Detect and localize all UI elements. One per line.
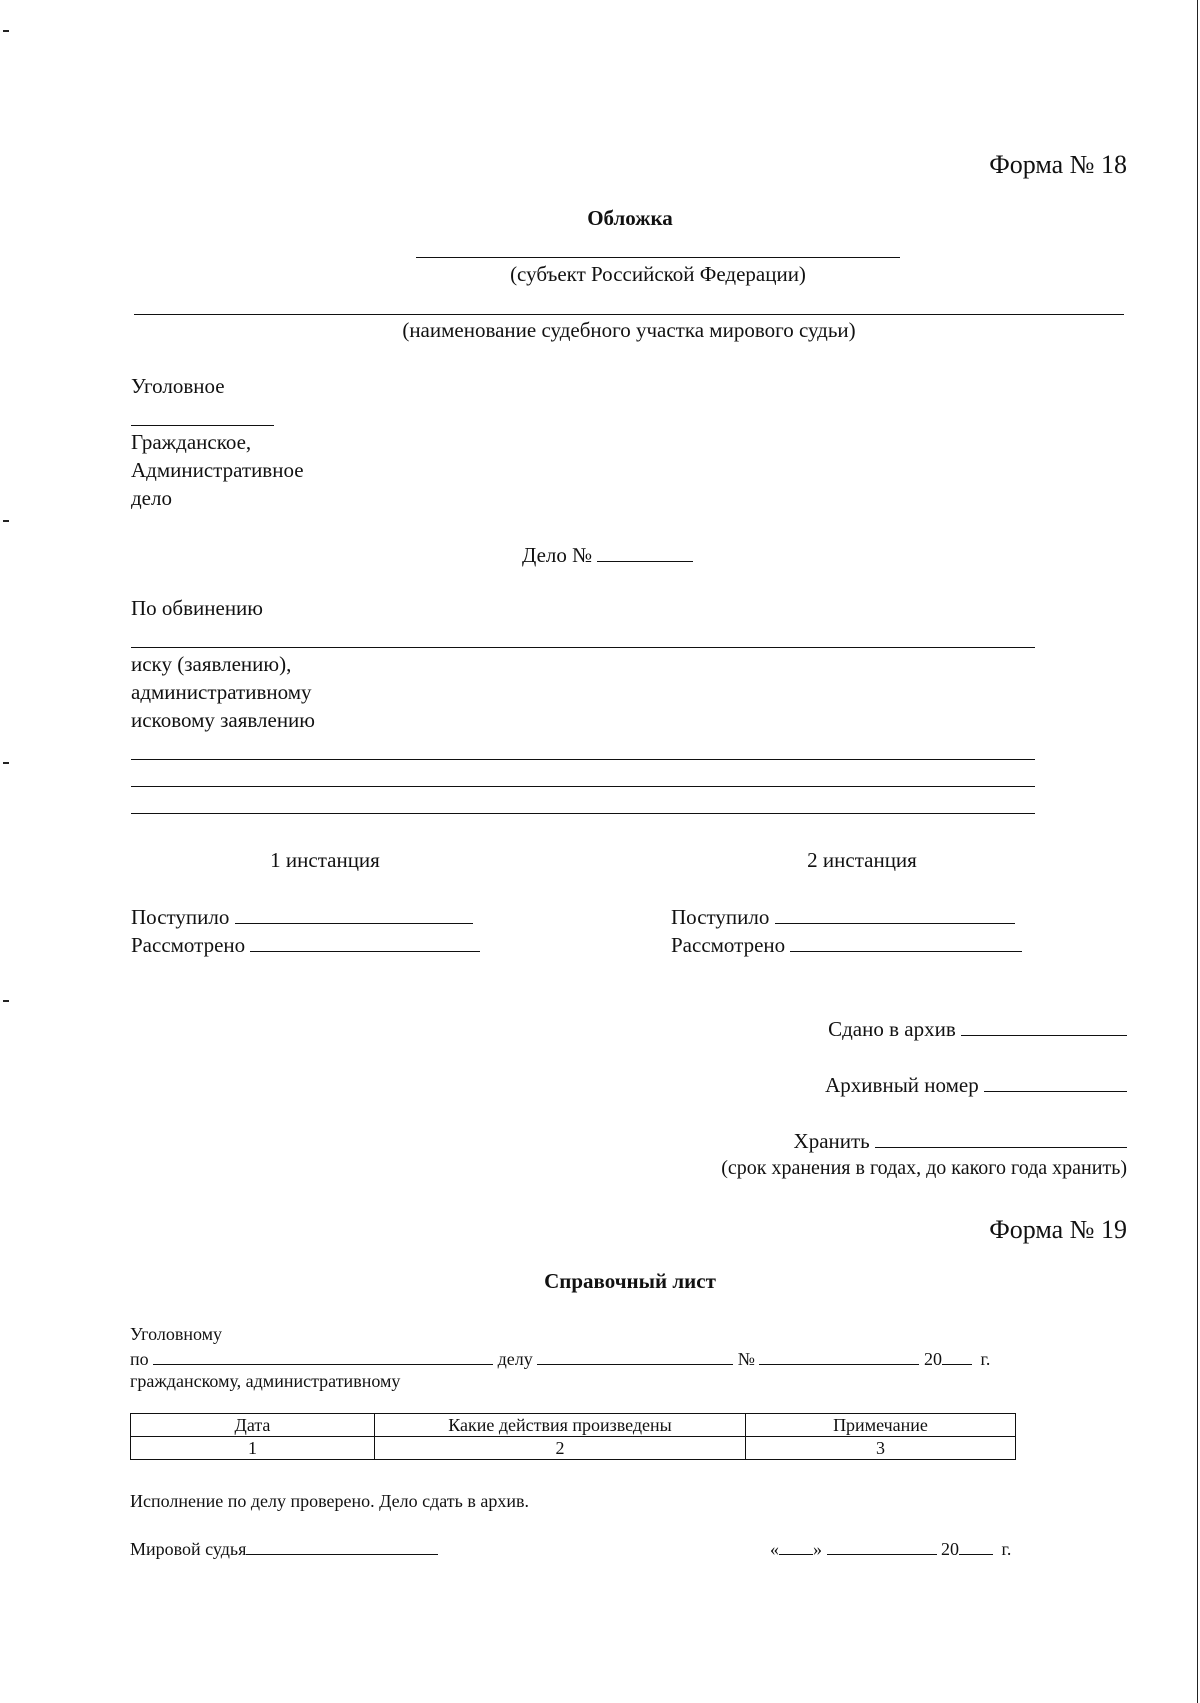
instance2-title: 2 инстанция bbox=[807, 848, 917, 872]
table-cell[interactable]: 2 bbox=[375, 1437, 746, 1460]
delu-label: делу bbox=[497, 1349, 533, 1369]
court-caption: (наименование судебного участка мирового судьи) bbox=[402, 318, 856, 342]
claim-line[interactable] bbox=[131, 786, 1035, 787]
table-header-note: Примечание bbox=[746, 1414, 1016, 1437]
case-number-label: Дело № bbox=[522, 543, 593, 567]
form19-label: Форма № 19 bbox=[989, 1215, 1127, 1244]
claim-line-3: исковому заявлению bbox=[131, 708, 315, 732]
page-edge-line bbox=[1197, 0, 1198, 1703]
archive-number-label: Архивный номер bbox=[825, 1073, 979, 1097]
case-number-field-19[interactable] bbox=[759, 1348, 919, 1365]
table-row bbox=[131, 1437, 1016, 1460]
day-field[interactable] bbox=[779, 1538, 813, 1555]
archive-number bbox=[825, 1072, 1127, 1096]
claim-line-1: иску (заявлению), bbox=[131, 652, 292, 676]
form19-title: Справочный лист bbox=[544, 1269, 716, 1293]
table-cell[interactable]: 3 bbox=[746, 1437, 1016, 1460]
subject-line bbox=[416, 257, 900, 258]
quote-close: » bbox=[813, 1539, 822, 1559]
accusation-label: По обвинению bbox=[131, 596, 263, 620]
case-type-separator bbox=[131, 425, 274, 426]
case-type-bottom: гражданскому, административному bbox=[130, 1371, 401, 1391]
archive-number-field[interactable] bbox=[984, 1072, 1127, 1092]
subject-caption: (субъект Российской Федерации) bbox=[510, 262, 806, 286]
claim-line[interactable] bbox=[131, 813, 1035, 814]
archived bbox=[828, 1016, 1127, 1040]
table-cell[interactable]: 1 bbox=[131, 1437, 375, 1460]
execution-note: Исполнение по делу проверено. Дело сдать в архив. bbox=[130, 1491, 529, 1511]
year-suffix: г. bbox=[980, 1349, 991, 1369]
instance2-reviewed bbox=[671, 932, 1022, 956]
signature-date bbox=[770, 1538, 1011, 1558]
instance2-reviewed-label: Рассмотрено bbox=[671, 933, 786, 957]
instance2-received bbox=[671, 904, 1015, 928]
archived-label: Сдано в архив bbox=[828, 1017, 956, 1041]
case-word: дело bbox=[131, 486, 172, 510]
table-header-row bbox=[131, 1414, 1016, 1437]
scan-mark bbox=[3, 520, 9, 522]
court-line bbox=[134, 314, 1124, 315]
table-header-date: Дата bbox=[131, 1414, 375, 1437]
instance2-reviewed-field[interactable] bbox=[790, 932, 1022, 952]
archived-field[interactable] bbox=[961, 1016, 1127, 1036]
instance2-received-label: Поступило bbox=[671, 905, 770, 929]
form18-label: Форма № 18 bbox=[989, 150, 1127, 179]
claim-line-2: административному bbox=[131, 680, 312, 704]
case-type-civil: Гражданское, bbox=[131, 430, 252, 454]
instance1-received bbox=[131, 904, 473, 928]
month-field[interactable] bbox=[827, 1538, 937, 1555]
store-label: Хранить bbox=[793, 1129, 870, 1153]
judge-signature-field[interactable] bbox=[246, 1538, 438, 1555]
instance2-received-field[interactable] bbox=[775, 904, 1015, 924]
store bbox=[794, 1128, 1127, 1152]
case-number bbox=[522, 542, 693, 566]
year-field[interactable] bbox=[942, 1348, 972, 1365]
case-type-admin: Административное bbox=[131, 458, 304, 482]
po-field[interactable] bbox=[153, 1348, 493, 1365]
date-year-field[interactable] bbox=[959, 1538, 993, 1555]
store-field[interactable] bbox=[875, 1128, 1127, 1148]
case-reference-row bbox=[130, 1348, 990, 1368]
instance1-reviewed bbox=[131, 932, 480, 956]
scan-mark bbox=[3, 1000, 9, 1002]
scan-mark bbox=[3, 762, 9, 764]
number-sign: № bbox=[737, 1349, 755, 1369]
instance1-received-field[interactable] bbox=[235, 904, 473, 924]
year-prefix: 20 bbox=[923, 1349, 942, 1369]
instance1-title: 1 инстанция bbox=[270, 848, 380, 872]
case-type-top: Уголовному bbox=[130, 1324, 223, 1344]
date-year-prefix: 20 bbox=[941, 1539, 959, 1559]
delu-field[interactable] bbox=[537, 1348, 733, 1365]
journal-table bbox=[130, 1413, 1016, 1460]
po-label: по bbox=[130, 1349, 149, 1369]
judge-signature bbox=[130, 1538, 438, 1558]
accusation-line[interactable] bbox=[131, 647, 1035, 648]
judge-label: Мировой судья bbox=[130, 1539, 247, 1559]
form18-title: Обложка bbox=[587, 206, 673, 230]
instance1-reviewed-label: Рассмотрено bbox=[131, 933, 246, 957]
date-year-suffix: г. bbox=[1001, 1539, 1012, 1559]
claim-line[interactable] bbox=[131, 759, 1035, 760]
store-caption: (срок хранения в годах, до какого года хранить) bbox=[721, 1157, 1127, 1179]
case-type-criminal: Уголовное bbox=[131, 374, 225, 398]
table-header-actions: Какие действия произведены bbox=[375, 1414, 746, 1437]
instance1-reviewed-field[interactable] bbox=[250, 932, 480, 952]
instance1-received-label: Поступило bbox=[131, 905, 230, 929]
quote-open: « bbox=[770, 1539, 779, 1559]
case-number-field[interactable] bbox=[597, 542, 693, 562]
scan-mark bbox=[3, 30, 9, 32]
